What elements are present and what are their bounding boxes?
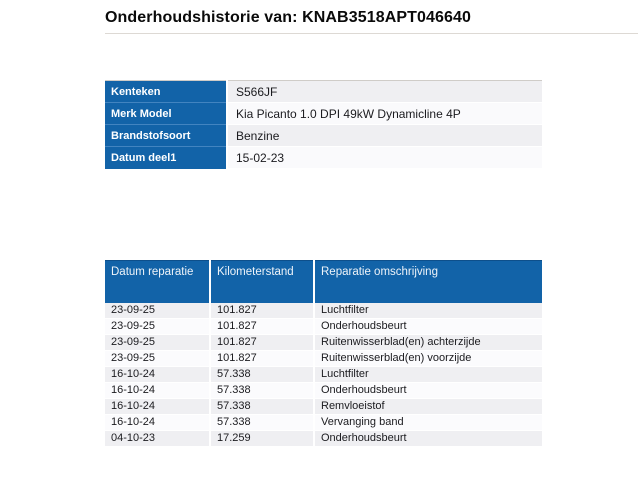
maintenance-row: [105, 334, 542, 350]
maintenance-date-cell: 16-10-24: [105, 398, 210, 414]
vehicle-info-value: S566JF: [227, 81, 542, 103]
column-header-col-km: Kilometerstand: [210, 261, 314, 303]
vehicle-info-table: [105, 80, 542, 169]
maintenance-description-cell: Onderhoudsbeurt: [314, 318, 542, 334]
maintenance-odometer-cell: 57.338: [210, 382, 314, 398]
maintenance-row: [105, 350, 542, 366]
maintenance-description-cell: Vervanging band: [314, 414, 542, 430]
vehicle-info-row: [105, 103, 542, 125]
maintenance-date-cell: 16-10-24: [105, 366, 210, 382]
maintenance-odometer-cell: 101.827: [210, 303, 314, 319]
vehicle-info-label: Kenteken: [105, 81, 227, 103]
maintenance-odometer-cell: 101.827: [210, 350, 314, 366]
maintenance-row: [105, 303, 542, 319]
maintenance-row: [105, 318, 542, 334]
maintenance-odometer-cell: 17.259: [210, 430, 314, 446]
maintenance-description-cell: Luchtfilter: [314, 303, 542, 319]
maintenance-description-cell: Onderhoudsbeurt: [314, 430, 542, 446]
column-header-col-date: Datum reparatie: [105, 261, 210, 303]
maintenance-description-cell: Ruitenwisserblad(en) voorzijde: [314, 350, 542, 366]
maintenance-date-cell: 23-09-25: [105, 303, 210, 319]
maintenance-odometer-cell: 57.338: [210, 398, 314, 414]
maintenance-row: [105, 366, 542, 382]
vehicle-info-label: Datum deel1: [105, 147, 227, 169]
maintenance-table: [105, 260, 542, 447]
column-header-col-desc: Reparatie omschrijving: [314, 261, 542, 303]
maintenance-row: [105, 382, 542, 398]
maintenance-description-cell: Ruitenwisserblad(en) achterzijde: [314, 334, 542, 350]
maintenance-odometer-cell: 57.338: [210, 366, 314, 382]
maintenance-description-cell: Onderhoudsbeurt: [314, 382, 542, 398]
maintenance-row: [105, 430, 542, 446]
maintenance-date-cell: 23-09-25: [105, 334, 210, 350]
maintenance-odometer-cell: 57.338: [210, 414, 314, 430]
maintenance-odometer-cell: 101.827: [210, 318, 314, 334]
page-title: Onderhoudshistorie van: KNAB3518APT046640: [105, 9, 638, 34]
maintenance-date-cell: 04-10-23: [105, 430, 210, 446]
maintenance-date-cell: 16-10-24: [105, 414, 210, 430]
maintenance-description-cell: Remvloeistof: [314, 398, 542, 414]
maintenance-header-row: [105, 261, 542, 303]
maintenance-date-cell: 23-09-25: [105, 350, 210, 366]
vehicle-info-row: [105, 125, 542, 147]
maintenance-row: [105, 414, 542, 430]
vehicle-info-value: Benzine: [227, 125, 542, 147]
maintenance-date-cell: 16-10-24: [105, 382, 210, 398]
vehicle-info-value: Kia Picanto 1.0 DPI 49kW Dynamicline 4P: [227, 103, 542, 125]
vehicle-info-row: [105, 147, 542, 169]
maintenance-row: [105, 398, 542, 414]
vehicle-info-label: Brandstofsoort: [105, 125, 227, 147]
maintenance-description-cell: Luchtfilter: [314, 366, 542, 382]
vehicle-info-label: Merk Model: [105, 103, 227, 125]
maintenance-date-cell: 23-09-25: [105, 318, 210, 334]
maintenance-odometer-cell: 101.827: [210, 334, 314, 350]
vehicle-info-value: 15-02-23: [227, 147, 542, 169]
vehicle-info-row: [105, 81, 542, 103]
